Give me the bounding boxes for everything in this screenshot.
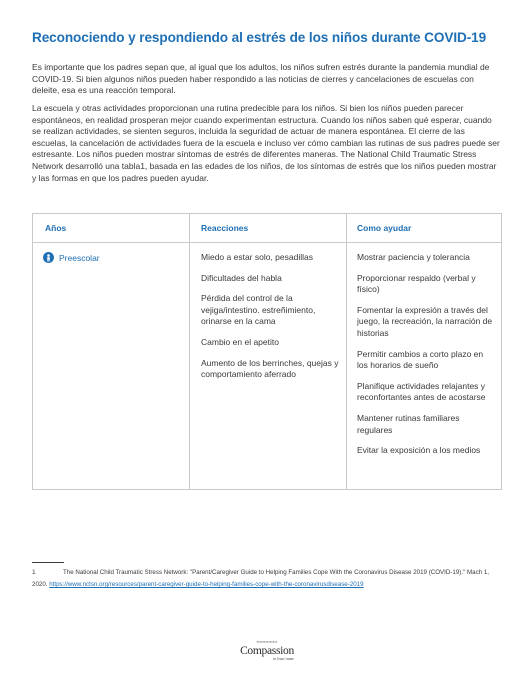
help-item: Permitir cambios a corto plazo en los horarios de sueño [357,348,484,371]
intro-paragraph: Es importante que los padres sepan que, al igual que los adultos, los niños sufren estrés durante la pandemia mundial de COVID-19. Si bien algunos niños pueden haber respondido a las noticias de cierres y cancelaciones de escuelas con deleite, esa es una reacción temporal. [32,62,490,96]
reaction-item: Dificultades del habla [201,272,282,283]
body-paragraph: La escuela y otras actividades proporcionan una rutina predecible para los niños. Si bien los niños pueden parecer espontáneos, en realidad prosperan mejor cuando experimentan estructura. Cuando los niños saben qué esperar, cuando se realizan actividades, se sienten seguros, incluida la seguridad de actuar de manera espontánea. El cierre de las escuelas, la cancelación de actividades fuera de la escuela e incluso ver cómo cambian las rutinas de sus padres puede ser estresante. Los niños pueden mostrar síntomas de estrés de diferentes maneras. The National Child Traumatic Stress Network desarrolló una tabla1, basada en las edades de los niños, de los síntomas de estrés que los niños pueden mostrar y las formas en que los padres pueden ayudar. [32,103,500,183]
age-group-cell [43,252,100,263]
logo-tagline: in Jesus' name [273,657,294,661]
footnote-divider [32,562,64,563]
help-item: Proporcionar respaldo (verbal y físico) [357,272,476,295]
page-title: Reconociendo y respondiendo al estrés de los niños durante COVID-19 [32,30,487,45]
help-item: Fomentar la expresión a través del juego, la recreación, la narración de historias [357,304,493,338]
footnote-mark: 1 [32,569,36,576]
help-item: Mostrar paciencia y tolerancia [357,252,470,262]
footnote-link[interactable]: https://www.nctsn.org/resources/parent-caregiver-guide-to-helping-families-cope-with-the-coronavirusdisease-2019 [49,581,364,588]
compassion-logo [236,639,298,662]
reactions-list [201,252,339,390]
age-group-label: Preescolar [59,252,100,263]
column-divider [189,214,190,489]
header-ages: Años [45,223,67,233]
help-item: Planifique actividades relajantes y reconfortantes antes de acostarse [357,380,486,403]
logo-wordmark: Compassion [240,645,294,657]
reaction-item: Pérdida del control de la vejiga/intestino. estreñimiento, orinarse en la cama [201,293,316,327]
help-list [357,252,493,466]
header-reactions: Reacciones [201,223,249,233]
help-item: Evitar la exposición a los medios [357,445,481,456]
help-item: Mantener rutinas familiares regulares [357,412,460,435]
stress-table [32,213,502,490]
footnote-text: The National Child Traumatic Stress Network: "Parent/Caregiver Guide to Helping Families Cope With the Coronavirus Disease 2019 (COVID-19)." Mach 1, 2020. [32,569,490,588]
reaction-item: Aumento de los berrinches, quejas y comportamiento aferrado [201,357,339,380]
header-divider [33,242,501,243]
logo-small-text: ▪▪▪▪▪▪▪▪▪▪▪▪▪▪ [256,640,278,644]
reaction-item: Cambio en el apetito [201,336,279,347]
reaction-item: Miedo a estar solo, pesadillas [201,252,313,262]
column-divider [346,214,347,489]
footnote [32,567,502,591]
child-icon [43,252,54,263]
header-help: Como ayudar [357,223,412,233]
